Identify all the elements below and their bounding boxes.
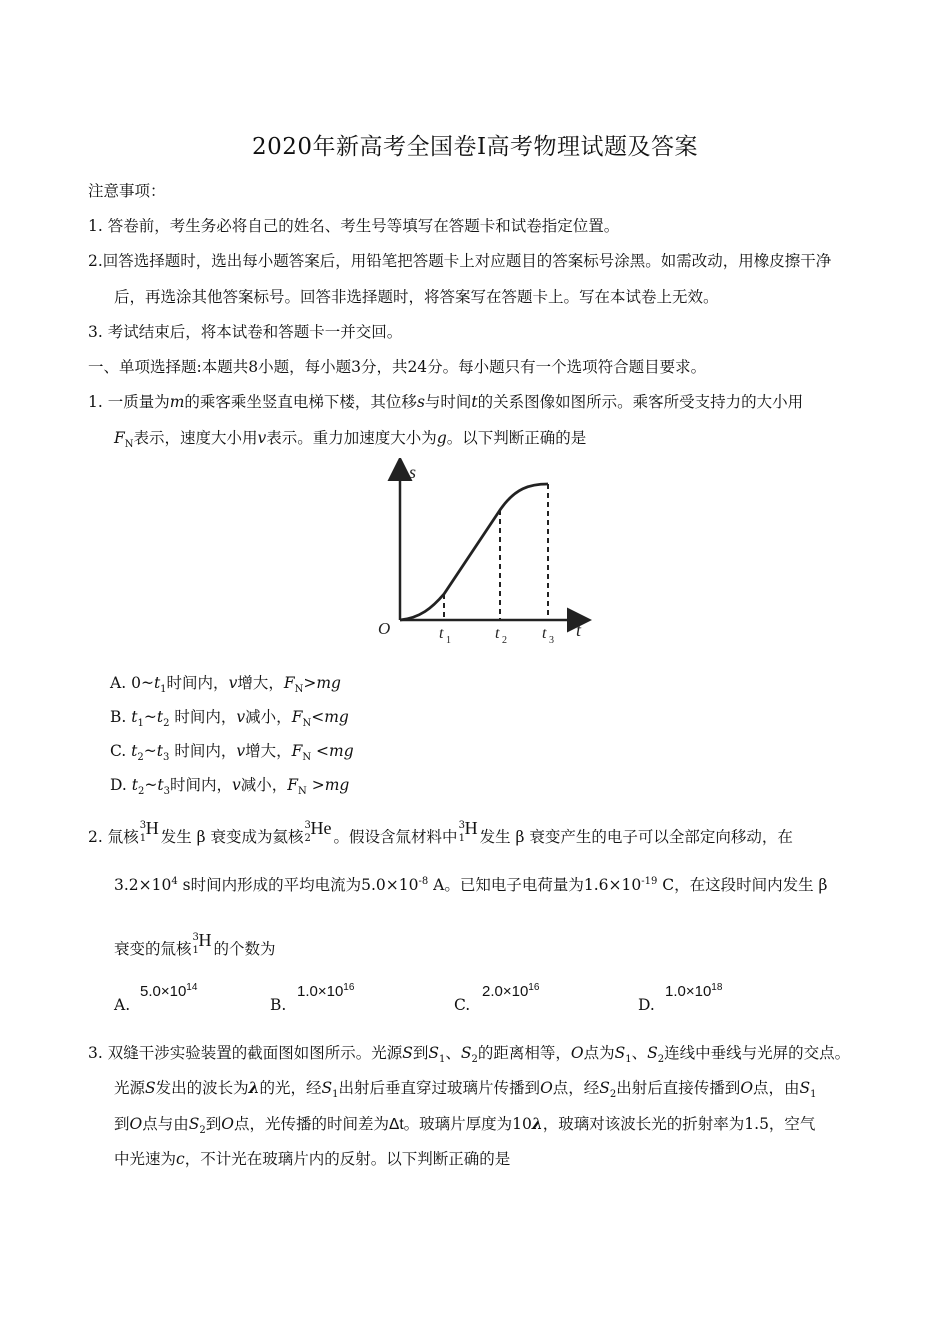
q2-option-a-value: $5.0\times 10^{14}$ (140, 982, 198, 1000)
t1-subscript: 1 (446, 635, 451, 646)
q2-line-1: 2. 氚核 3 1 H 发生 β 衰变成为氦核 3 2 He 。假设含氚材料中 3 1 H 发生 β 衰变产生的电子可以全部定向移动，在 (88, 818, 793, 846)
q1-line-1: 1. 一质量为m的乘客乘坐竖直电梯下楼，其位移s与时间t的关系图像如图所示。乘客所受支持力的大小用 (88, 393, 804, 411)
notice-item-1: 1. 答卷前，考生务必将自己的姓名、考生号等填写在答题卡和试卷指定位置。 (88, 217, 620, 235)
q1-option-b: B. $t_1\sim t_2$ 时间内，v减小，$F_N<mg$ (110, 708, 349, 730)
t2-subscript: 2 (502, 635, 507, 646)
q2-option-a-label: A. (114, 996, 131, 1014)
t3-label: t (542, 625, 547, 642)
q3-line-1: 3. 双缝干涉实验装置的截面图如图所示。光源S到$S_1$、$S_2$的距离相等，O点为$S_1$、$S_2$连线中垂线与光屏的交点。 (88, 1044, 851, 1066)
helium-symbol: 3 2 He (304, 818, 332, 844)
page-title: 2020年新高考全国卷Ⅰ高考物理试题及答案 (251, 134, 699, 160)
q2-option-c-label: C. (454, 996, 471, 1014)
q2-option-d-value: $1.0\times 10^{18}$ (665, 982, 723, 1000)
q3-line-4: 中光速为c，不计光在玻璃片内的反射。以下判断正确的是 (114, 1150, 511, 1168)
notice-item-2: 2.回答选择题时，选出每小题答案后，用铅笔把答题卡上对应题目的答案标号涂黑。如需改动，用橡皮擦干净 (88, 252, 832, 270)
q1-displacement-time-graph (360, 458, 600, 653)
q1-line-2: $F_N$表示，速度大小用v表示。重力加速度大小为g。以下判断正确的是 (114, 429, 587, 451)
q2-option-b-label: B. (270, 996, 287, 1014)
q2-line-2: $3.2\times 10^4$ s时间内形成的平均电流为$5.0\times 10^{-8}$ A。已知电子电荷量为$1.6\times 10^{-19}$ C，在这段时间内发生 β (114, 876, 828, 895)
q2-line-3: 衰变的氚核 3 1 H 的个数为 (114, 930, 276, 958)
tritium-symbol: 3 1 H (192, 930, 212, 956)
origin-label: O (378, 619, 391, 638)
notice-heading: 注意事项： (88, 182, 166, 200)
q3-line-2: 光源S发出的波长为λ的光，经$S_1$出射后垂直穿过玻璃片传播到O点，经$S_2$出射后直接传播到O点，由$S_1$ (114, 1078, 817, 1101)
s-t-curve (400, 484, 548, 620)
y-axis-label: s (409, 462, 417, 482)
q1-option-d: D. $t_2\sim t_3$时间内，v减小，$F_N >mg$ (110, 776, 350, 798)
t1-label: t (439, 625, 444, 642)
notice-item-2-cont: 后，再选涂其他答案标号。回答非选择题时，将答案写在答题卡上。写在本试卷上无效。 (114, 288, 719, 306)
q3-line-3: 到O点与由$S_2$到O点，光传播的时间差为Δt。玻璃片厚度为10λ，玻璃对该波长光的折射率为1.5，空气 (114, 1114, 816, 1137)
tritium-symbol: 3 1 H (458, 818, 478, 844)
section-heading: 一、单项选择题:本题共8小题，每小题3分，共24分。每小题只有一个选项符合题目要求。 (88, 358, 707, 376)
t3-subscript: 3 (549, 635, 554, 646)
q1-option-a: A. $0\sim t_1$时间内，v增大，$F_N>mg$ (110, 674, 341, 696)
q2-option-b-value: $1.0\times 10^{16}$ (297, 982, 355, 1000)
x-axis-label: t (576, 620, 582, 640)
t2-label: t (495, 625, 500, 642)
notice-item-3: 3. 考试结束后，将本试卷和答题卡一并交回。 (88, 323, 403, 341)
q2-option-d-label: D. (638, 996, 655, 1014)
tritium-symbol: 3 1 H (139, 818, 159, 844)
q2-option-c-value: $2.0\times 10^{16}$ (482, 982, 540, 1000)
q1-option-c: C. $t_2\sim t_3$ 时间内，v增大，$F_N <mg$ (110, 742, 354, 764)
